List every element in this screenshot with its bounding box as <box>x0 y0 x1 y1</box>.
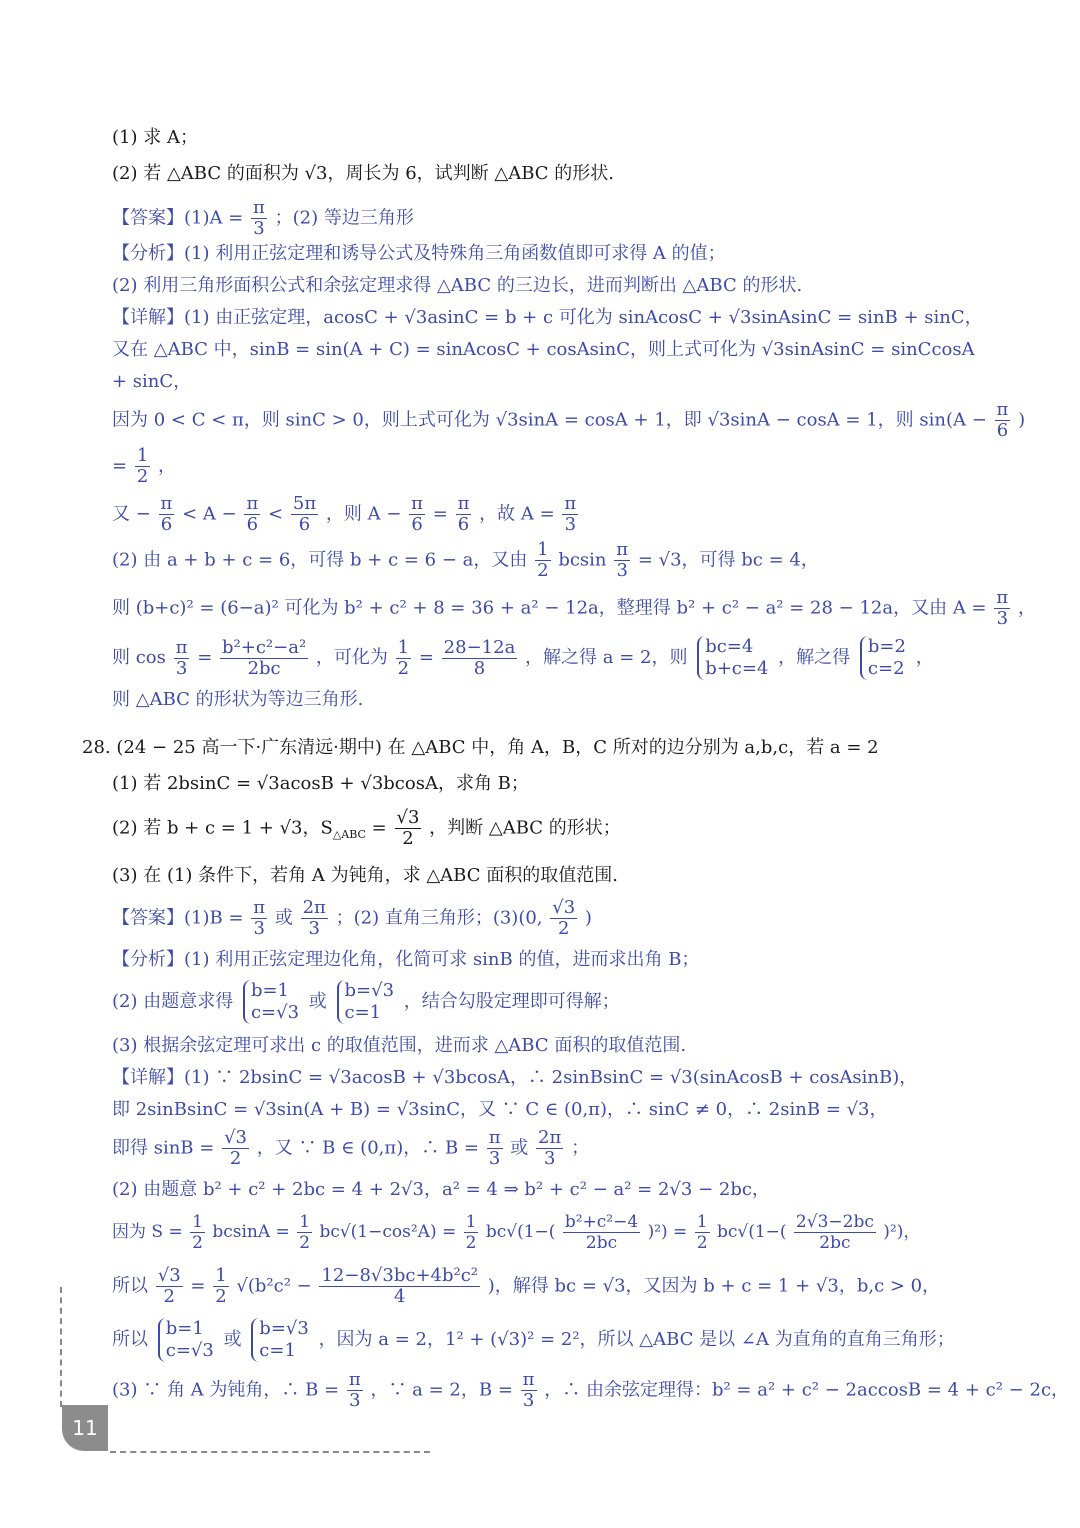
p27-detail-4: 因为 0 < C < π，则 sinC > 0，则上式可化为 √3sinA = cosA + 1，即 √3sinA − cosA = 1，则 sin(A − $\frac{\pi}{6}$ ) <box>112 399 1026 441</box>
p28-analysis-system-1: b=1 c=√3 <box>243 980 299 1024</box>
p27-system-1: bc=4 b+c=4 <box>697 636 768 680</box>
p27-detail-3: + sinC， <box>112 371 192 392</box>
page-border-dashed-horizontal <box>110 1451 430 1453</box>
p28-detail-4: (2) 由题意 b² + c² + 2bc = 4 + 2√3，a² = 4 ⇒ b² + c² − a² = 2√3 − 2bc， <box>112 1179 770 1200</box>
p28-detail-3: 即得 sinB = $\frac{√3}{2}$ ，又 ∵ B ∈ (0,π)，∴ B = $\frac{\pi}{3}$ 或 $\frac{2\pi}{3}$ ； <box>112 1127 590 1169</box>
p27-analysis-1: 【分析】(1) 利用正弦定理和诱导公式及特殊角三角函数值即可求得 A 的值； <box>112 243 726 264</box>
p27-system-2: b=2 c=2 <box>860 636 906 680</box>
p28-detail-system-1: b=1 c=√3 <box>158 1318 214 1362</box>
p27-question-2: (2) 若 △ABC 的面积为 √3，周长为 6，试判断 △ABC 的形状. <box>112 163 614 184</box>
p28-detail-7: 所以 b=1 c=√3 或 b=√3 c=1 ，因为 a = 2，1² + (√3)² = 2²，所以 △ABC 是以 ∠A 为直角的直角三角形； <box>112 1318 955 1361</box>
p28-question-1: (1) 若 2bsinC = √3acosB + √3bcosA，求角 B； <box>112 773 529 794</box>
p28-detail-8: (3) ∵ 角 A 为钝角，∴ B = $\frac{\pi}{3}$ ，∵ a = 2，B = $\frac{\pi}{3}$ ，∴ 由余弦定理得：b² = a² + c² − 2accosB = 4 + c² − 2c， <box>112 1369 1070 1411</box>
p28-analysis-3: (3) 根据余弦定理可求出 c 的取值范围，进而求 △ABC 面积的取值范围. <box>112 1035 687 1056</box>
p27-detail-2: 又在 △ABC 中，sinB = sin(A + C) = sinAcosC + cosAsinC，则上式可化为 √3sinAsinC = sinCcosA <box>112 339 975 360</box>
p28-detail-6: 所以 $\frac{√3}{2}$ = $\frac{1}{2}$ √(b²c² − $\frac{\text{12−8√3bc+4b²c²}}{4}$ )，解得 bc = √3，又因为 b + c = 1 + √3，b,c > 0， <box>112 1265 941 1307</box>
p27-detail-8: 则 (b+c)² = (6−a)² 可化为 b² + c² + 8 = 36 + a² − 12a，整理得 b² + c² − a² = 28 − 12a，又由 A = $\frac{\pi}{3}$ ， <box>112 587 1036 629</box>
p27-detail-6: 又 − $\frac{\pi}{6}$ < A − $\frac{\pi}{6}$ < $\frac{5\pi}{6}$ ，则 A − $\frac{\pi}{6}$ = $\frac{\pi}{6}$ ，故 A = $\frac{\pi}{3}$ <box>112 493 577 535</box>
page-number-badge: 11 <box>62 1405 108 1451</box>
p28-analysis-2: (2) 由题意求得 b=1 c=√3 或 b=√3 c=1 ，结合勾股定理即可得解； <box>112 980 620 1023</box>
p27-detail-10: 则 △ABC 的形状为等边三角形. <box>112 689 364 710</box>
p27-analysis-2: (2) 利用三角形面积公式和余弦定理求得 △ABC 的三边长，进而判断出 △ABC 的形状. <box>112 275 803 296</box>
p28-question-3: (3) 在 (1) 条件下，若角 A 为钝角，求 △ABC 面积的取值范围. <box>112 865 618 886</box>
p28-detail-system-2: b=√3 c=1 <box>251 1318 309 1362</box>
p28-detail-1: 【详解】(1) ∵ 2bsinC = √3acosB + √3bcosA，∴ 2sinBsinC = √3(sinAcosB + cosAsinB)， <box>112 1067 918 1088</box>
p27-answer: 【答案】(1)A = $\frac{\pi}{3}$ ；(2) 等边三角形 <box>112 197 414 239</box>
p27-detail-7: (2) 由 a + b + c = 6，可得 b + c = 6 − a，又由 $\frac{1}{2}$ bcsin $\frac{\pi}{3}$ = √3，可得 bc = 4， <box>112 539 819 581</box>
p28-analysis-system-2: b=√3 c=1 <box>337 980 395 1024</box>
p27-detail-1: 【详解】(1) 由正弦定理，acosC + √3asinC = b + c 可化为 sinAcosC + √3sinAsinC = sinB + sinC， <box>112 307 983 328</box>
p28-stem: 28. (24 − 25 高一下·广东清远·期中) 在 △ABC 中，角 A，B，C 所对的边分别为 a,b,c，若 a = 2 <box>82 737 879 758</box>
p27-question-1: (1) 求 A； <box>112 127 198 148</box>
p28-detail-5: 因为 S = $\frac{1}{2}$ bcsinA = $\frac{1}{2}$ bc√(1−cos²A) = $\frac{1}{2}$ bc√(1−( $\frac{\text{b²+c²−4}}{2bc}$ )²) = $\frac{1}{2}$ bc√(1−( $\frac{2√3-2bc}{2bc}$ )²)， <box>112 1212 921 1253</box>
p28-detail-2: 即 2sinBsinC = √3sin(A + B) = √3sinC，又 ∵ C ∈ (0,π)，∴ sinC ≠ 0，∴ 2sinB = √3， <box>112 1099 888 1120</box>
p28-question-2: (2) 若 b + c = 1 + √3，$S_{\triangle ABC}$ = $\frac{√3}{2}$ ，判断 △ABC 的形状； <box>112 807 621 849</box>
page-border-dashed-vertical <box>60 1287 62 1407</box>
p28-answer: 【答案】(1)B = $\frac{\pi}{3}$ 或 $\frac{2\pi}{3}$ ；(2) 直角三角形；(3)(0, $\frac{√3}{2}$ ) <box>112 897 592 939</box>
p27-detail-5: = $\frac{1}{2}$ ， <box>112 445 177 487</box>
p27-detail-9: 则 cos $\frac{\pi}{3}$ = $\frac{\text{b²+c²−a²}}{2bc}$ ，可化为 $\frac{1}{2}$ = $\frac{28-12a}{8}$ ，解之得 a = 2，则 bc=4 b+c=4 ，解之得 b=2 c=2 ， <box>112 636 934 679</box>
p28-analysis-1: 【分析】(1) 利用正弦定理边化角，化简可求 sinB 的值，进而求出角 B； <box>112 949 700 970</box>
